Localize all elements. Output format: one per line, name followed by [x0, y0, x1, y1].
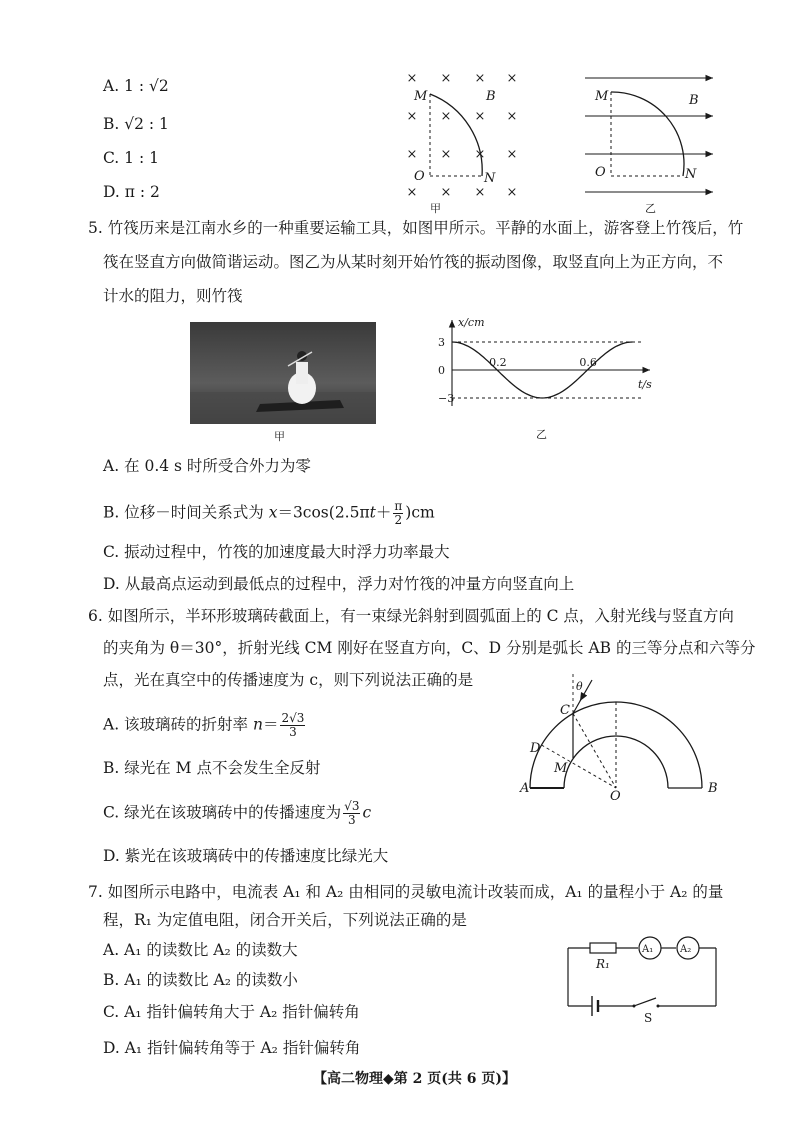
q6-option-b: B. 绿光在 M 点不会发生全反射	[103, 759, 321, 777]
resistor-r1	[590, 943, 616, 953]
q6-stem-line1: 6. 如图所示，半环形玻璃砖截面上，有一束绿光斜射到圆弧面上的 C 点，入射光线与竖直方向	[88, 607, 734, 625]
label-a: A	[520, 781, 530, 796]
q4-option-d: D. π : 2	[103, 183, 160, 201]
page-footer: 【高二物理◆第 2 页(共 6 页)】	[313, 1071, 516, 1087]
q4-figure-jia	[400, 64, 530, 214]
label-m: M	[595, 89, 609, 104]
q6-glass-figure	[520, 672, 730, 802]
svg-text:×: ×	[506, 147, 518, 162]
label-theta: θ	[576, 680, 583, 693]
label-r1: R₁	[596, 957, 610, 971]
y-tick-label: 3	[438, 336, 445, 349]
q5-option-b: B. 位移－时间关系式为 x＝3cos(2.5πt＋ $\frac{\pi}{2}$ )cm	[103, 499, 435, 527]
q7-circuit	[562, 934, 722, 1024]
svg-text:×: ×	[474, 109, 486, 124]
svg-text:×: ×	[440, 71, 452, 86]
label-b: B	[486, 89, 496, 104]
q6-stem-line2: 的夹角为 θ＝30°，折射光线 CM 刚好在竖直方向，C、D 分别是弧长 AB 的三等分点和六等分	[103, 639, 756, 657]
svg-text:×: ×	[440, 109, 452, 124]
q6-stem-line3: 点，光在真空中的传播速度为 c，则下列说法正确的是	[103, 671, 474, 689]
svg-text:×: ×	[440, 147, 452, 162]
label-o: O	[414, 169, 425, 184]
x-axis-label: t/s	[638, 378, 652, 391]
q7-option-a: A. A₁ 的读数比 A₂ 的读数大	[103, 941, 298, 959]
q7-stem-line1: 7. 如图所示电路中，电流表 A₁ 和 A₂ 由相同的灵敏电流计改装而成，A₁ 的量程小于 A₂ 的量	[88, 883, 724, 901]
quarter-circle-loop	[611, 92, 684, 176]
q7-option-b: B. A₁ 的读数比 A₂ 的读数小	[103, 971, 298, 989]
q4-option-c: C. 1 : 1	[103, 149, 159, 167]
q5-stem-line1: 5. 竹筏历来是江南水乡的一种重要运输工具，如图甲所示。平静的水面上，游客登上竹筏后，竹	[88, 219, 744, 237]
q4-option-a: A. 1 : √2	[103, 77, 169, 95]
svg-text:×: ×	[506, 71, 518, 86]
label-a2: A₂	[680, 944, 692, 955]
label-c: C	[560, 703, 570, 718]
q7-option-c: C. A₁ 指针偏转角大于 A₂ 指针偏转角	[103, 1003, 360, 1021]
label-n: N	[484, 171, 496, 186]
svg-text:×: ×	[474, 71, 486, 86]
label-o: O	[610, 789, 621, 804]
q5-option-c: C. 振动过程中，竹筏的加速度最大时浮力功率最大	[103, 543, 450, 561]
q7-option-d: D. A₁ 指针偏转角等于 A₂ 指针偏转角	[103, 1039, 361, 1057]
q5-option-a: A. 在 0.4 s 时所受合外力为零	[103, 457, 311, 475]
q6-option-d: D. 紫光在该玻璃砖中的传播速度比绿光大	[103, 847, 389, 865]
svg-text:×: ×	[506, 109, 518, 124]
label-m: M	[414, 89, 428, 104]
y-tick-label: −3	[438, 392, 455, 405]
q5-vibration-graph	[420, 316, 650, 440]
svg-text:×: ×	[406, 185, 418, 200]
svg-text:×: ×	[506, 185, 518, 200]
q6-option-c: C. 绿光在该玻璃砖中的传播速度为 $\frac{√3}{3}$ c	[103, 799, 372, 827]
label-n: N	[685, 167, 697, 182]
x-tick-label: 0.6	[579, 356, 597, 369]
label-d: D	[530, 741, 541, 756]
label-s: S	[644, 1011, 653, 1025]
y-tick-label: 0	[438, 364, 445, 377]
switch-s	[634, 998, 656, 1006]
q5-stem-line3: 计水的阻力，则竹筏	[103, 287, 243, 305]
x-tick-label: 0.2	[489, 356, 507, 369]
label-b: B	[689, 93, 699, 108]
caption-yi: 乙	[645, 202, 656, 215]
q5-photo-raft	[190, 322, 376, 444]
q7-stem-line2: 程，R₁ 为定值电阻，闭合开关后，下列说法正确的是	[103, 911, 467, 929]
label-a1: A₁	[642, 944, 654, 955]
label-o: O	[595, 165, 606, 180]
q6-option-a: A. 该玻璃砖的折射率 n＝ $\frac{2√3}{3}$	[103, 711, 305, 739]
svg-text:×: ×	[474, 147, 486, 162]
label-b: B	[708, 781, 718, 796]
svg-text:×: ×	[474, 185, 486, 200]
svg-text:×: ×	[406, 147, 418, 162]
graph-caption: 乙	[536, 428, 547, 441]
q4-figure-yi	[585, 64, 720, 214]
q5-option-d: D. 从最高点运动到最低点的过程中，浮力对竹筏的冲量方向竖直向上	[103, 575, 575, 593]
q4-option-b: B. √2 : 1	[103, 115, 169, 133]
caption-jia: 甲	[430, 202, 441, 215]
y-axis-label: x/cm	[458, 316, 485, 329]
svg-text:×: ×	[440, 185, 452, 200]
quarter-circle-loop	[430, 94, 482, 176]
svg-text:×: ×	[406, 109, 418, 124]
svg-text:×: ×	[406, 71, 418, 86]
label-m: M	[554, 761, 568, 776]
q5-stem-line2: 筏在竖直方向做简谐运动。图乙为从某时刻开始竹筏的振动图像，取竖直向上为正方向，不	[103, 253, 724, 271]
photo-caption: 甲	[274, 430, 285, 443]
